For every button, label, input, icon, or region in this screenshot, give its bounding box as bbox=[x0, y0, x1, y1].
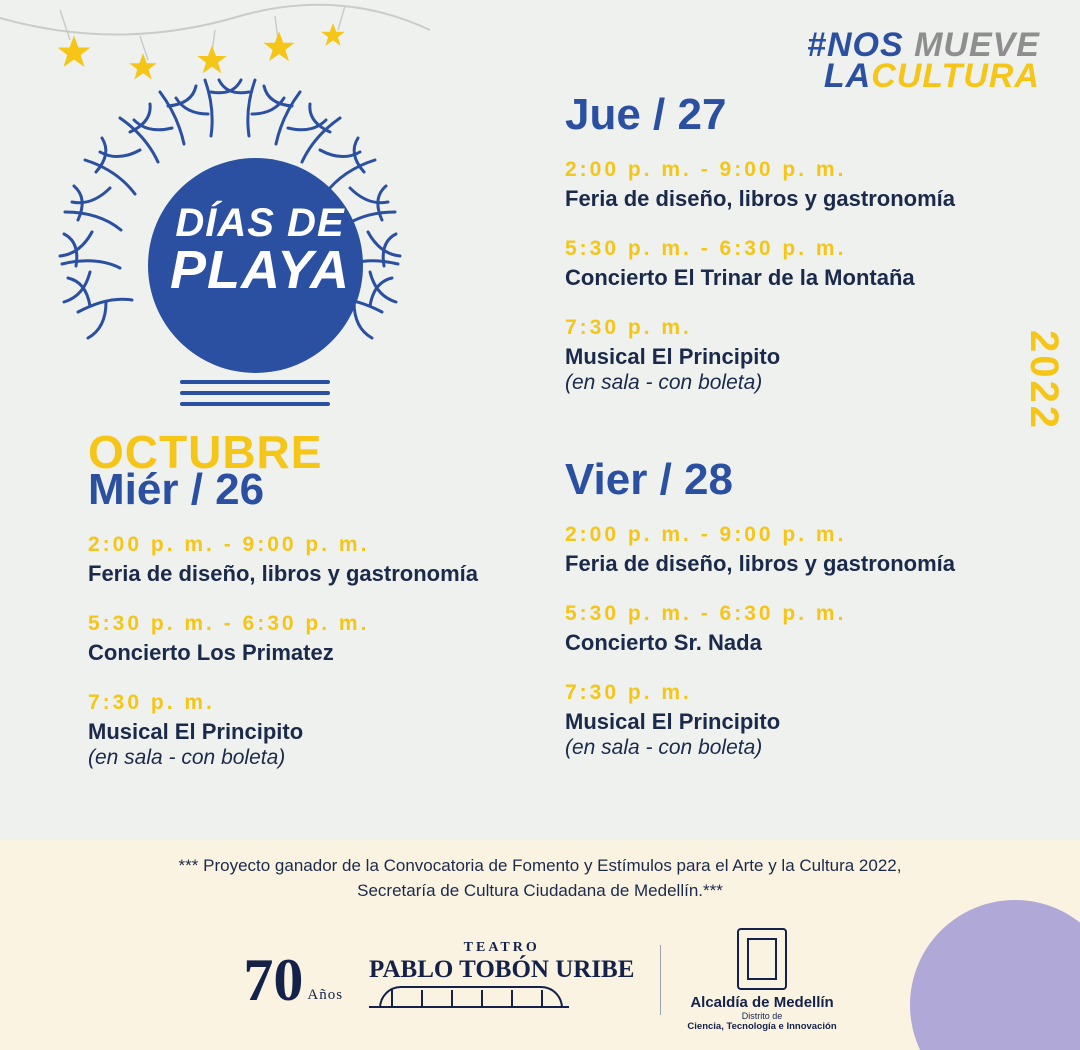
slot-name: Feria de diseño, libros y gastronomía bbox=[565, 186, 955, 211]
schedule-slot bbox=[565, 523, 1035, 578]
schedule-slot bbox=[88, 533, 558, 588]
teatro-pablo-tobon-uribe-logo bbox=[369, 940, 634, 1020]
day-block-miercoles bbox=[88, 465, 558, 795]
slot-name: Musical El Principito bbox=[565, 708, 781, 734]
hashtag-word-cultura: CULTURA bbox=[871, 57, 1040, 96]
slot-note: (en sala - con boleta) bbox=[565, 736, 763, 760]
footer-disclaimer-line-2: Secretaría de Cultura Ciudadana de Medellín.*** bbox=[357, 880, 723, 900]
anniversary-number: 70 bbox=[243, 947, 304, 1013]
slot-name: Feria de diseño, libros y gastronomía bbox=[88, 561, 478, 586]
slot-time: 7:30 p. m. bbox=[88, 690, 215, 714]
alcaldia-crest-icon bbox=[737, 928, 787, 990]
slot-name: Musical El Principito bbox=[88, 718, 304, 744]
campaign-hashtag bbox=[807, 26, 1040, 96]
schedule-slot bbox=[565, 237, 1035, 292]
hashtag-word-la: LA bbox=[823, 57, 872, 96]
slot-time: 5:30 p. m. - 6:30 p. m. bbox=[565, 601, 847, 625]
alcaldia-line-2: Distrito de bbox=[741, 1011, 783, 1021]
schedule-slot bbox=[88, 691, 558, 771]
slot-time: 5:30 p. m. - 6:30 p. m. bbox=[88, 611, 370, 635]
hashtag-line-2 bbox=[807, 57, 1040, 96]
teatro-logo-line-2: PABLO TOBÓN URIBE bbox=[369, 956, 635, 983]
hashtag-word-nos: NOS bbox=[826, 26, 904, 64]
footer-disclaimer bbox=[0, 854, 1080, 903]
logo-line-2: PLAYA bbox=[170, 239, 350, 300]
slot-name: Concierto Sr. Nada bbox=[565, 629, 762, 655]
wave-lines-icon bbox=[180, 380, 330, 413]
day-title: Vier / 28 bbox=[565, 455, 733, 504]
slot-time: 2:00 p. m. - 9:00 p. m. bbox=[88, 533, 370, 556]
hashtag-word-mueve: MUEVE bbox=[914, 26, 1040, 64]
schedule-slot bbox=[565, 316, 1035, 396]
footer-bar bbox=[0, 840, 1080, 1050]
slot-name: Concierto Los Primatez bbox=[88, 639, 334, 665]
month-label: OCTUBRE bbox=[88, 426, 323, 478]
day-title: Jue / 27 bbox=[565, 90, 727, 139]
slot-note: (en sala - con boleta) bbox=[88, 746, 286, 770]
hashtag-symbol: # bbox=[807, 26, 827, 64]
schedule-slot bbox=[88, 612, 558, 667]
slot-time: 5:30 p. m. - 6:30 p. m. bbox=[565, 236, 847, 260]
logo-divider bbox=[660, 945, 661, 1015]
slot-note: (en sala - con boleta) bbox=[565, 371, 763, 395]
anniversary-70-logo bbox=[243, 947, 344, 1013]
slot-time: 2:00 p. m. - 9:00 p. m. bbox=[565, 158, 847, 181]
day-block-jueves bbox=[565, 90, 1035, 420]
alcaldia-line-1: Alcaldía de Medellín bbox=[690, 994, 834, 1011]
logo-line-1: DÍAS DE bbox=[175, 201, 345, 245]
footer-disclaimer-line-1: *** Proyecto ganador de la Convocatoria de Fomento y Estímulos para el Arte y la Cultura 2022, bbox=[178, 856, 902, 875]
schedule-slot bbox=[565, 602, 1035, 657]
dias-de-playa-logo bbox=[30, 40, 450, 420]
slot-time: 2:00 p. m. - 9:00 p. m. bbox=[565, 523, 847, 546]
slot-time: 7:30 p. m. bbox=[565, 680, 692, 704]
anniversary-word: Años bbox=[307, 987, 344, 1003]
day-title: Miér / 26 bbox=[88, 465, 265, 514]
sponsor-logos bbox=[0, 928, 1080, 1032]
logo-wordmark bbox=[130, 201, 390, 300]
slot-name: Feria de diseño, libros y gastronomía bbox=[565, 551, 955, 576]
alcaldia-de-medellin-logo bbox=[687, 928, 836, 1032]
day-block-viernes bbox=[565, 455, 1035, 785]
slot-name: Concierto El Trinar de la Montaña bbox=[565, 264, 915, 290]
alcaldia-line-3: Ciencia, Tecnología e Innovación bbox=[687, 1021, 837, 1032]
schedule-slot bbox=[565, 158, 1035, 213]
teatro-building-icon bbox=[369, 986, 569, 1020]
slot-time: 7:30 p. m. bbox=[565, 315, 692, 339]
year-label: 2022 bbox=[1022, 330, 1066, 431]
schedule-slot bbox=[565, 681, 1035, 761]
slot-name: Musical El Principito bbox=[565, 343, 781, 369]
teatro-logo-line-1: TEATRO bbox=[463, 940, 540, 955]
